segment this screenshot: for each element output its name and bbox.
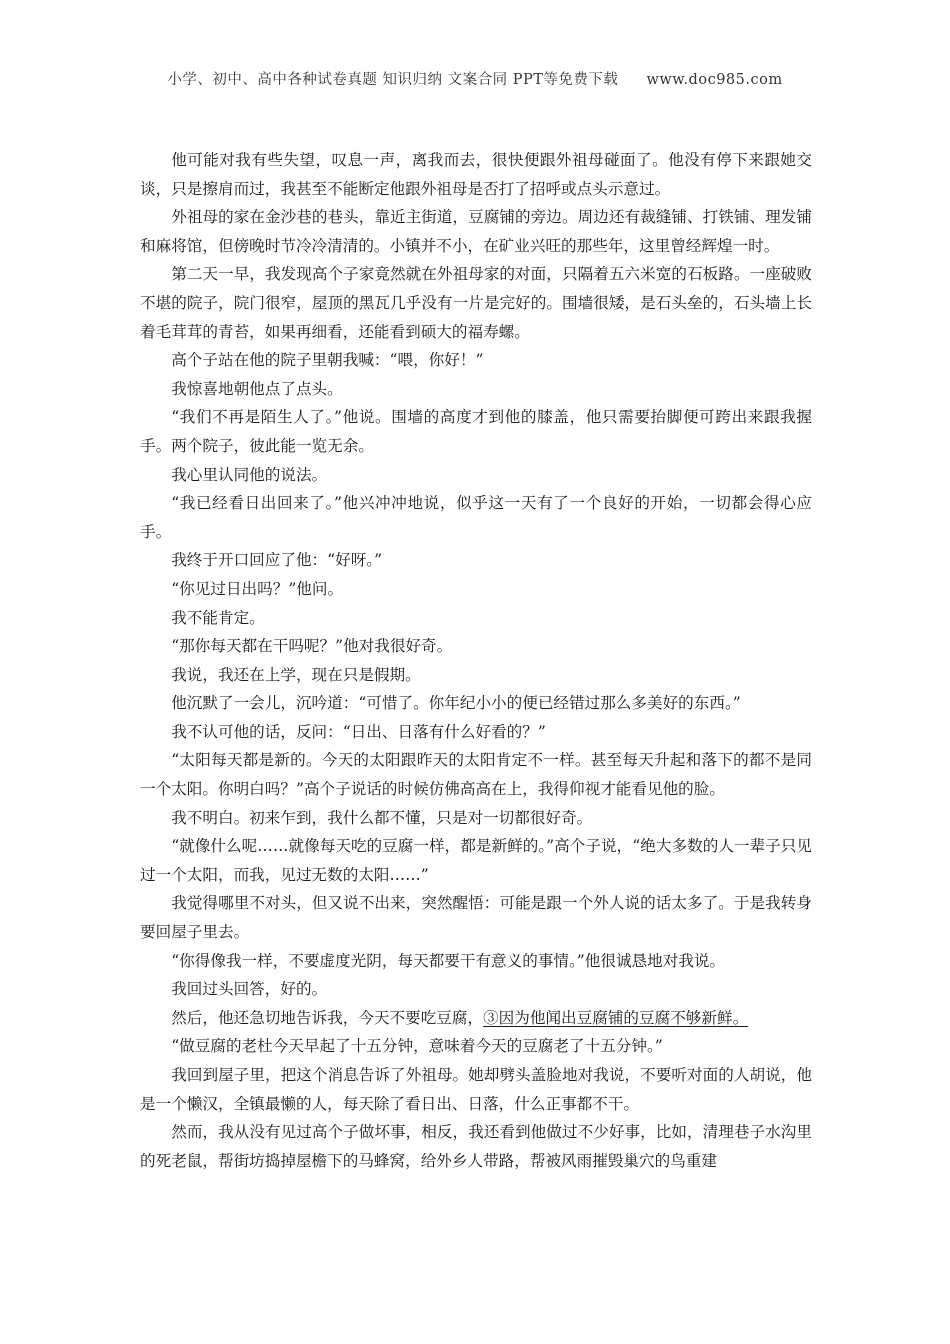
paragraph: 我不能肯定。 (171, 608, 265, 627)
paragraph: 我不认可他的话，反问：“日出、日落有什么好看的？” (171, 722, 546, 741)
paragraph: 我终于开口回应了他：“好呀。” (171, 551, 383, 570)
underlined-sentence: ③因为他闻出豆腐铺的豆腐不够新鲜。 (483, 1008, 749, 1027)
page-header (0, 68, 950, 89)
paragraph: 外祖母的家在金沙巷的巷头，靠近主街道，豆腐铺的旁边。周边还有裁缝铺、打铁铺、理发铺和麻将馆，但傍晚时节冷冷清清的。小镇并不小，在矿业兴旺的那些年，这里曾经辉煌一时。 (140, 208, 812, 255)
paragraph: 然而，我从没有见过高个子做坏事，相反，我还看到他做过不少好事，比如，清理巷子水沟里的死老鼠，帮街坊捣掉屋檐下的马蜂窝，给外乡人带路，帮被风雨摧毁巢穴的鸟重建 (140, 1123, 812, 1170)
paragraph: 我说，我还在上学，现在只是假期。 (171, 665, 421, 684)
paragraph: “你见过日出吗？”他问。 (171, 579, 344, 598)
paragraph: 我心里认同他的说法。 (171, 465, 328, 484)
paragraph-text: 然后，他还急切地告诉我，今天不要吃豆腐， (171, 1008, 484, 1027)
paragraph: 他沉默了一会儿，沉吟道：“可惜了。你年纪小小的便已经错过那么多美好的东西。” (171, 694, 741, 713)
article-body (140, 146, 812, 1175)
paragraph: 他可能对我有些失望，叹息一声，离我而去，很快便跟外祖母碰面了。他没有停下来跟她交谈，只是擦肩而过，我甚至不能断定他跟外祖母是否打了招呼或点头示意过。 (140, 151, 812, 198)
paragraph: “太阳每天都是新的。今天的太阳跟昨天的太阳肯定不一样。甚至每天升起和落下的都不是同一个太阳。你明白吗？”高个子说话的时候仿佛高高在上，我得仰视才能看见他的脸。 (140, 751, 812, 799)
header-url[interactable]: www.doc985.com (646, 72, 783, 88)
paragraph: 我回过头回答，好的。 (171, 980, 328, 999)
paragraph: “那你每天都在干吗呢？”他对我很好奇。 (171, 637, 453, 656)
paragraph: “做豆腐的老杜今天早起了十五分钟，意味着今天的豆腐老了十五分钟。” (171, 1037, 663, 1056)
paragraph: “我已经看日出回来了。”他兴冲冲地说，似乎这一天有了一个良好的开始，一切都会得心应手。 (140, 494, 812, 541)
paragraph: “我们不再是陌生人了。”他说。围墙的高度才到他的膝盖，他只需要抬脚便可跨出来跟我握手。两个院子，彼此能一览无余。 (140, 408, 812, 455)
paragraph-with-underline (140, 1004, 812, 1033)
paragraph: “你得像我一样，不要虚度光阴，每天都要干有意义的事情。”他很诚恳地对我说。 (171, 951, 726, 970)
paragraph: 第二天一早，我发现高个子家竟然就在外祖母家的对面，只隔着五六米宽的石板路。一座破败不堪的院子，院门很窄，屋顶的黑瓦几乎没有一片是完好的。围墙很矮，是石头垒的，石头墙上长着毛茸茸的青苔，如果再细看，还能看到硕大的福寿螺。 (140, 265, 812, 341)
paragraph: 我惊喜地朝他点了点头。 (171, 379, 343, 398)
header-text: 小学、初中、高中各种试卷真题 知识归纳 文案合同 PPT等免费下载 (167, 72, 619, 88)
paragraph: 高个子站在他的院子里朝我喊：“喂，你好！” (171, 351, 484, 370)
paragraph: 我不明白。初来乍到，我什么都不懂，只是对一切都很好奇。 (171, 808, 593, 827)
paragraph: “就像什么呢……就像每天吃的豆腐一样，都是新鲜的。”高个子说，“绝大多数的人一辈子只见过一个太阳，而我，见过无数的太阳……” (140, 837, 812, 884)
paragraph: 我觉得哪里不对头，但又说不出来，突然醒悟：可能是跟一个外人说的话太多了。于是我转身要回屋子里去。 (140, 894, 812, 942)
paragraph: 我回到屋子里，把这个消息告诉了外祖母。她却劈头盖脸地对我说，不要听对面的人胡说，他是一个懒汉，全镇最懒的人，每天除了看日出、日落，什么正事都不干。 (140, 1066, 812, 1113)
